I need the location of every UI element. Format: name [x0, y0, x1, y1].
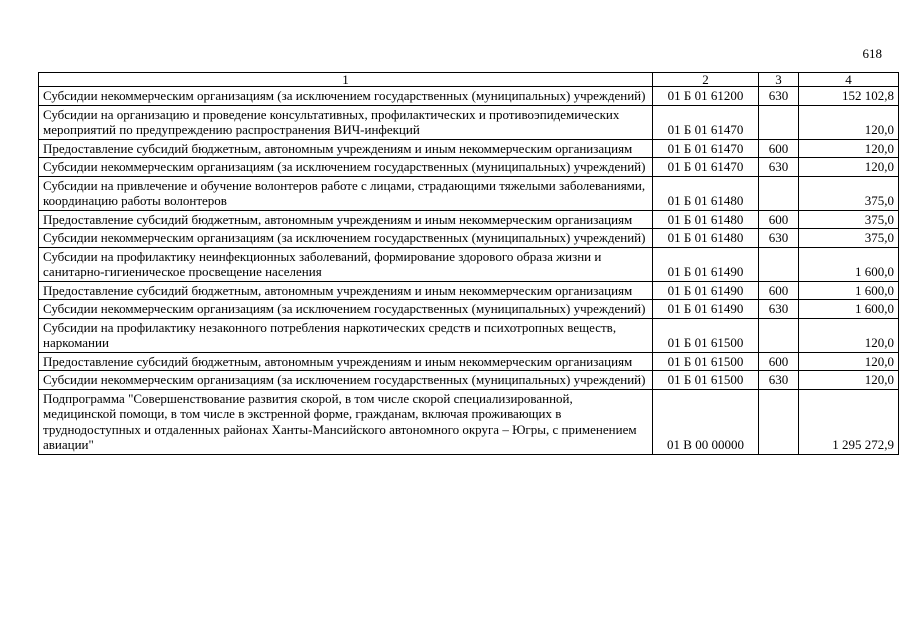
row-expense-type — [759, 318, 799, 352]
row-description: Предоставление субсидий бюджетным, автономным учреждениям и иным некоммерческим организациям — [39, 281, 653, 300]
table-row — [39, 371, 899, 390]
row-code: 01 Б 01 61500 — [653, 371, 759, 390]
table-row — [39, 158, 899, 177]
column-header-3: 3 — [759, 73, 799, 87]
row-amount: 375,0 — [799, 210, 899, 229]
table-row — [39, 176, 899, 210]
page-number: 618 — [862, 46, 882, 61]
row-description: Субсидии на организацию и проведение консультативных, профилактических и противоэпидемических мероприятий по предупреждению распространения ВИЧ-инфекций — [39, 105, 653, 139]
row-code: 01 Б 01 61480 — [653, 176, 759, 210]
table-row — [39, 281, 899, 300]
table-row — [39, 229, 899, 248]
table-row — [39, 318, 899, 352]
row-description: Предоставление субсидий бюджетным, автономным учреждениям и иным некоммерческим организациям — [39, 352, 653, 371]
row-expense-type: 630 — [759, 87, 799, 106]
row-code: 01 Б 01 61490 — [653, 247, 759, 281]
row-amount: 120,0 — [799, 318, 899, 352]
row-amount: 1 295 272,9 — [799, 389, 899, 454]
row-code: 01 Б 01 61500 — [653, 318, 759, 352]
table-row — [39, 139, 899, 158]
column-header-2: 2 — [653, 73, 759, 87]
row-code: 01 Б 01 61470 — [653, 158, 759, 177]
row-code: 01 Б 01 61480 — [653, 229, 759, 248]
row-description: Предоставление субсидий бюджетным, автономным учреждениям и иным некоммерческим организациям — [39, 139, 653, 158]
row-code: 01 Б 01 61480 — [653, 210, 759, 229]
row-amount: 1 600,0 — [799, 300, 899, 319]
row-expense-type: 630 — [759, 229, 799, 248]
table-row — [39, 105, 899, 139]
row-description: Субсидии некоммерческим организациям (за исключением государственных (муниципальных) учреждений) — [39, 371, 653, 390]
row-description: Субсидии некоммерческим организациям (за исключением государственных (муниципальных) учреждений) — [39, 158, 653, 177]
column-header-1: 1 — [39, 73, 653, 87]
table-row — [39, 300, 899, 319]
row-description: Субсидии на профилактику неинфекционных заболеваний, формирование здорового образа жизни и санитарно-гигиеническое просвещение населения — [39, 247, 653, 281]
row-expense-type: 630 — [759, 371, 799, 390]
row-code: 01 Б 01 61200 — [653, 87, 759, 106]
table-row — [39, 87, 899, 106]
row-description: Субсидии некоммерческим организациям (за исключением государственных (муниципальных) учреждений) — [39, 300, 653, 319]
row-code: 01 Б 01 61500 — [653, 352, 759, 371]
table-header-row — [39, 73, 899, 87]
row-description: Предоставление субсидий бюджетным, автономным учреждениям и иным некоммерческим организациям — [39, 210, 653, 229]
row-amount: 120,0 — [799, 371, 899, 390]
row-code: 01 Б 01 61470 — [653, 105, 759, 139]
row-code: 01 Б 01 61490 — [653, 300, 759, 319]
row-amount: 120,0 — [799, 139, 899, 158]
table-row — [39, 389, 899, 454]
row-amount: 375,0 — [799, 229, 899, 248]
row-expense-type: 600 — [759, 352, 799, 371]
row-expense-type: 600 — [759, 139, 799, 158]
row-amount: 120,0 — [799, 352, 899, 371]
row-description: Субсидии на профилактику незаконного потребления наркотических средств и психотропных веществ, наркомании — [39, 318, 653, 352]
row-expense-type — [759, 247, 799, 281]
row-expense-type: 600 — [759, 281, 799, 300]
row-amount: 120,0 — [799, 158, 899, 177]
row-expense-type: 630 — [759, 300, 799, 319]
budget-table — [38, 72, 899, 455]
row-code: 01 В 00 00000 — [653, 389, 759, 454]
row-code: 01 Б 01 61470 — [653, 139, 759, 158]
row-amount: 1 600,0 — [799, 247, 899, 281]
table-row — [39, 352, 899, 371]
table-row — [39, 210, 899, 229]
table-row — [39, 247, 899, 281]
row-expense-type — [759, 389, 799, 454]
row-amount: 375,0 — [799, 176, 899, 210]
column-header-4: 4 — [799, 73, 899, 87]
row-amount: 120,0 — [799, 105, 899, 139]
row-amount: 1 600,0 — [799, 281, 899, 300]
row-description: Субсидии некоммерческим организациям (за исключением государственных (муниципальных) учреждений) — [39, 229, 653, 248]
row-expense-type: 600 — [759, 210, 799, 229]
row-description: Субсидии некоммерческим организациям (за исключением государственных (муниципальных) учреждений) — [39, 87, 653, 106]
row-expense-type: 630 — [759, 158, 799, 177]
row-description: Подпрограмма "Совершенствование развития скорой, в том числе скорой специализированной, медицинской помощи, в том числе в экстренной форме, гражданам, включая проживающих в труднодоступных и отдаленных районах Ханты-Мансийского автономного округа – Югры, с применением авиации" — [39, 389, 653, 454]
row-expense-type — [759, 176, 799, 210]
row-description: Субсидии на привлечение и обучение волонтеров работе с лицами, страдающими тяжелыми заболеваниями, координацию работы волонтеров — [39, 176, 653, 210]
row-amount: 152 102,8 — [799, 87, 899, 106]
row-expense-type — [759, 105, 799, 139]
row-code: 01 Б 01 61490 — [653, 281, 759, 300]
